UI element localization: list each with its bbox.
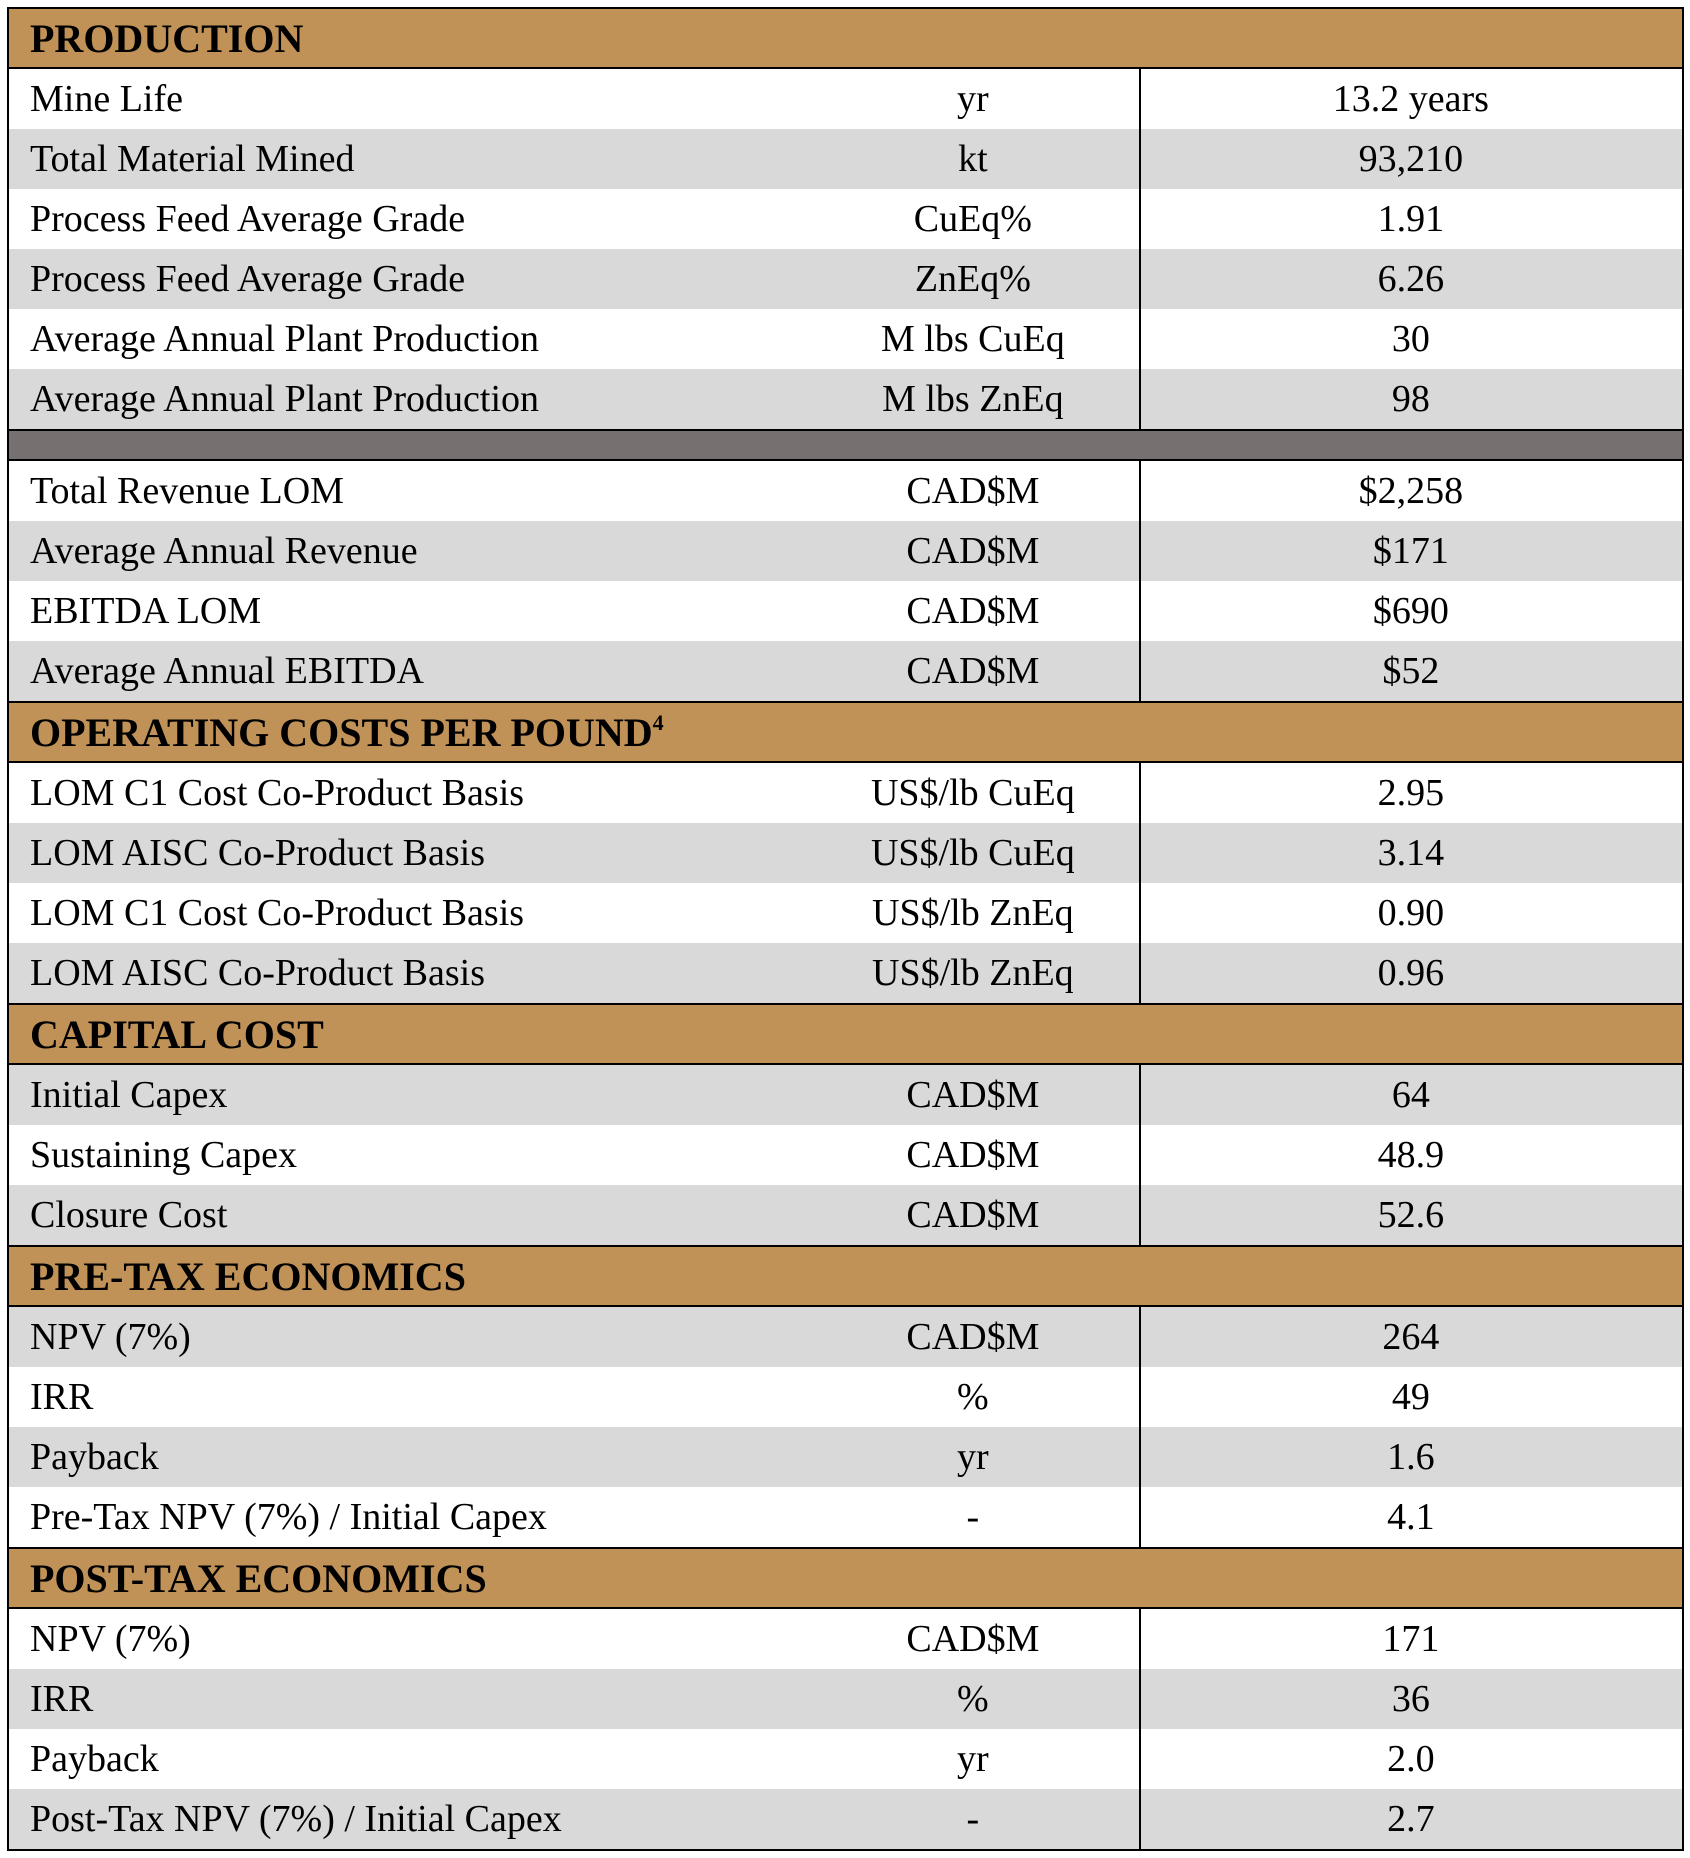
row-unit: CAD$M xyxy=(906,470,1040,512)
row-value: 98 xyxy=(1391,378,1430,420)
row-unit: - xyxy=(966,1798,980,1840)
table-row xyxy=(9,249,1682,309)
row-label: IRR xyxy=(30,1376,94,1418)
row-label: LOM C1 Cost Co-Product Basis xyxy=(30,772,525,814)
section-operating-costs-per-pound xyxy=(7,701,1684,1003)
table-row xyxy=(9,461,1682,521)
row-value: $2,258 xyxy=(1358,470,1464,512)
row-label: NPV (7%) xyxy=(30,1618,191,1660)
row-value: 13.2 years xyxy=(1332,78,1489,120)
section-revenue xyxy=(7,429,1684,701)
row-value: 1.91 xyxy=(1377,198,1445,240)
column-divider xyxy=(1139,763,1141,1003)
row-unit: CAD$M xyxy=(906,530,1040,572)
row-unit: ZnEq% xyxy=(914,258,1031,300)
section-header-text: PRODUCTION xyxy=(30,16,304,61)
section-pre-tax-economics xyxy=(7,1245,1684,1547)
row-unit: US$/lb ZnEq xyxy=(872,952,1074,994)
row-unit: - xyxy=(966,1496,980,1538)
row-label: Closure Cost xyxy=(30,1194,228,1236)
row-value: 171 xyxy=(1382,1618,1440,1660)
row-label: Process Feed Average Grade xyxy=(30,198,466,240)
row-label: Average Annual Revenue xyxy=(30,530,418,572)
row-label: Average Annual EBITDA xyxy=(30,650,424,692)
row-label: Pre-Tax NPV (7%) / Initial Capex xyxy=(30,1496,547,1538)
row-label: EBITDA LOM xyxy=(30,590,262,632)
row-label: Process Feed Average Grade xyxy=(30,258,466,300)
section-rows xyxy=(9,763,1682,1003)
table-row xyxy=(9,129,1682,189)
table-row xyxy=(9,641,1682,701)
row-label: LOM AISC Co-Product Basis xyxy=(30,832,485,874)
section-header-text: PRE-TAX ECONOMICS xyxy=(30,1254,466,1299)
table-row xyxy=(9,1487,1682,1547)
row-unit: M lbs CuEq xyxy=(881,318,1065,360)
row-value: 6.26 xyxy=(1377,258,1445,300)
row-unit: CAD$M xyxy=(906,1618,1040,1660)
table-row xyxy=(9,1307,1682,1367)
row-value: 4.1 xyxy=(1387,1496,1435,1538)
column-divider xyxy=(1139,1609,1141,1849)
row-unit: yr xyxy=(957,78,989,120)
section-rows xyxy=(9,461,1682,701)
row-value: $171 xyxy=(1372,530,1449,572)
row-unit: US$/lb ZnEq xyxy=(872,892,1074,934)
row-unit: kt xyxy=(958,138,988,180)
row-unit: CAD$M xyxy=(906,650,1040,692)
row-unit: % xyxy=(957,1376,989,1418)
section-rows xyxy=(9,1065,1682,1245)
section-rows xyxy=(9,1609,1682,1849)
table-row xyxy=(9,521,1682,581)
row-unit: % xyxy=(957,1678,989,1720)
table-row xyxy=(9,581,1682,641)
row-label: Total Material Mined xyxy=(30,138,355,180)
row-unit: yr xyxy=(957,1738,989,1780)
row-value: 93,210 xyxy=(1358,138,1464,180)
section-header xyxy=(9,1005,1682,1065)
row-unit: CuEq% xyxy=(913,198,1032,240)
row-label: Total Revenue LOM xyxy=(30,470,344,512)
table-row xyxy=(9,189,1682,249)
row-unit: US$/lb CuEq xyxy=(870,772,1075,814)
row-unit: yr xyxy=(957,1436,989,1478)
table-row xyxy=(9,763,1682,823)
economics-summary-table xyxy=(7,7,1684,1851)
section-header xyxy=(9,1549,1682,1609)
section-header xyxy=(9,703,1682,763)
table-row xyxy=(9,823,1682,883)
section-header-text: POST-TAX ECONOMICS xyxy=(30,1556,487,1601)
row-unit: US$/lb CuEq xyxy=(870,832,1075,874)
row-value: 2.0 xyxy=(1387,1738,1435,1780)
row-label: Initial Capex xyxy=(30,1074,228,1116)
table-row xyxy=(9,883,1682,943)
row-unit: CAD$M xyxy=(906,1134,1040,1176)
row-label: IRR xyxy=(30,1678,94,1720)
table-row xyxy=(9,1065,1682,1125)
row-label: Payback xyxy=(30,1738,159,1780)
row-unit: M lbs ZnEq xyxy=(882,378,1064,420)
table-row xyxy=(9,1125,1682,1185)
column-divider xyxy=(1139,69,1141,429)
column-divider xyxy=(1139,461,1141,701)
row-value: 264 xyxy=(1382,1316,1440,1358)
table-row xyxy=(9,69,1682,129)
section-header-text: CAPITAL COST xyxy=(30,1012,324,1057)
table-row xyxy=(9,369,1682,429)
row-label: Average Annual Plant Production xyxy=(30,378,540,420)
row-value: 36 xyxy=(1391,1678,1430,1720)
section-rows xyxy=(9,69,1682,429)
row-value: 64 xyxy=(1391,1074,1430,1116)
row-label: Payback xyxy=(30,1436,159,1478)
section-header xyxy=(9,9,1682,69)
row-value: 0.96 xyxy=(1377,952,1445,994)
section-header xyxy=(9,1247,1682,1307)
table-row xyxy=(9,1669,1682,1729)
table-row xyxy=(9,1789,1682,1849)
row-value: 2.95 xyxy=(1377,772,1445,814)
row-value: 49 xyxy=(1391,1376,1430,1418)
row-label: Mine Life xyxy=(30,78,184,120)
row-label: Sustaining Capex xyxy=(30,1134,298,1176)
footnote-marker: 4 xyxy=(652,710,664,735)
row-unit: CAD$M xyxy=(906,1074,1040,1116)
row-label: Average Annual Plant Production xyxy=(30,318,540,360)
row-unit: CAD$M xyxy=(906,1316,1040,1358)
section-rows xyxy=(9,1307,1682,1547)
row-value: $52 xyxy=(1382,650,1440,692)
table-row xyxy=(9,1185,1682,1245)
row-value: 30 xyxy=(1391,318,1430,360)
section-post-tax-economics xyxy=(7,1547,1684,1851)
table-row xyxy=(9,1367,1682,1427)
row-unit: CAD$M xyxy=(906,1194,1040,1236)
row-label: NPV (7%) xyxy=(30,1316,191,1358)
row-value: $690 xyxy=(1372,590,1449,632)
row-label: LOM AISC Co-Product Basis xyxy=(30,952,485,994)
table-row xyxy=(9,1729,1682,1789)
row-label: LOM C1 Cost Co-Product Basis xyxy=(30,892,525,934)
section-header-text: OPERATING COSTS PER POUND xyxy=(30,710,653,755)
section-production xyxy=(7,7,1684,429)
row-value: 2.7 xyxy=(1387,1798,1435,1840)
row-value: 3.14 xyxy=(1377,832,1445,874)
section-capital-cost xyxy=(7,1003,1684,1245)
section-divider-bar xyxy=(9,431,1682,461)
row-value: 52.6 xyxy=(1377,1194,1445,1236)
table-row xyxy=(9,1609,1682,1669)
table-row xyxy=(9,309,1682,369)
row-value: 1.6 xyxy=(1387,1436,1435,1478)
row-value: 48.9 xyxy=(1377,1134,1445,1176)
row-unit: CAD$M xyxy=(906,590,1040,632)
column-divider xyxy=(1139,1307,1141,1547)
row-label: Post-Tax NPV (7%) / Initial Capex xyxy=(30,1798,562,1840)
row-value: 0.90 xyxy=(1377,892,1445,934)
column-divider xyxy=(1139,1065,1141,1245)
table-row xyxy=(9,943,1682,1003)
table-row xyxy=(9,1427,1682,1487)
